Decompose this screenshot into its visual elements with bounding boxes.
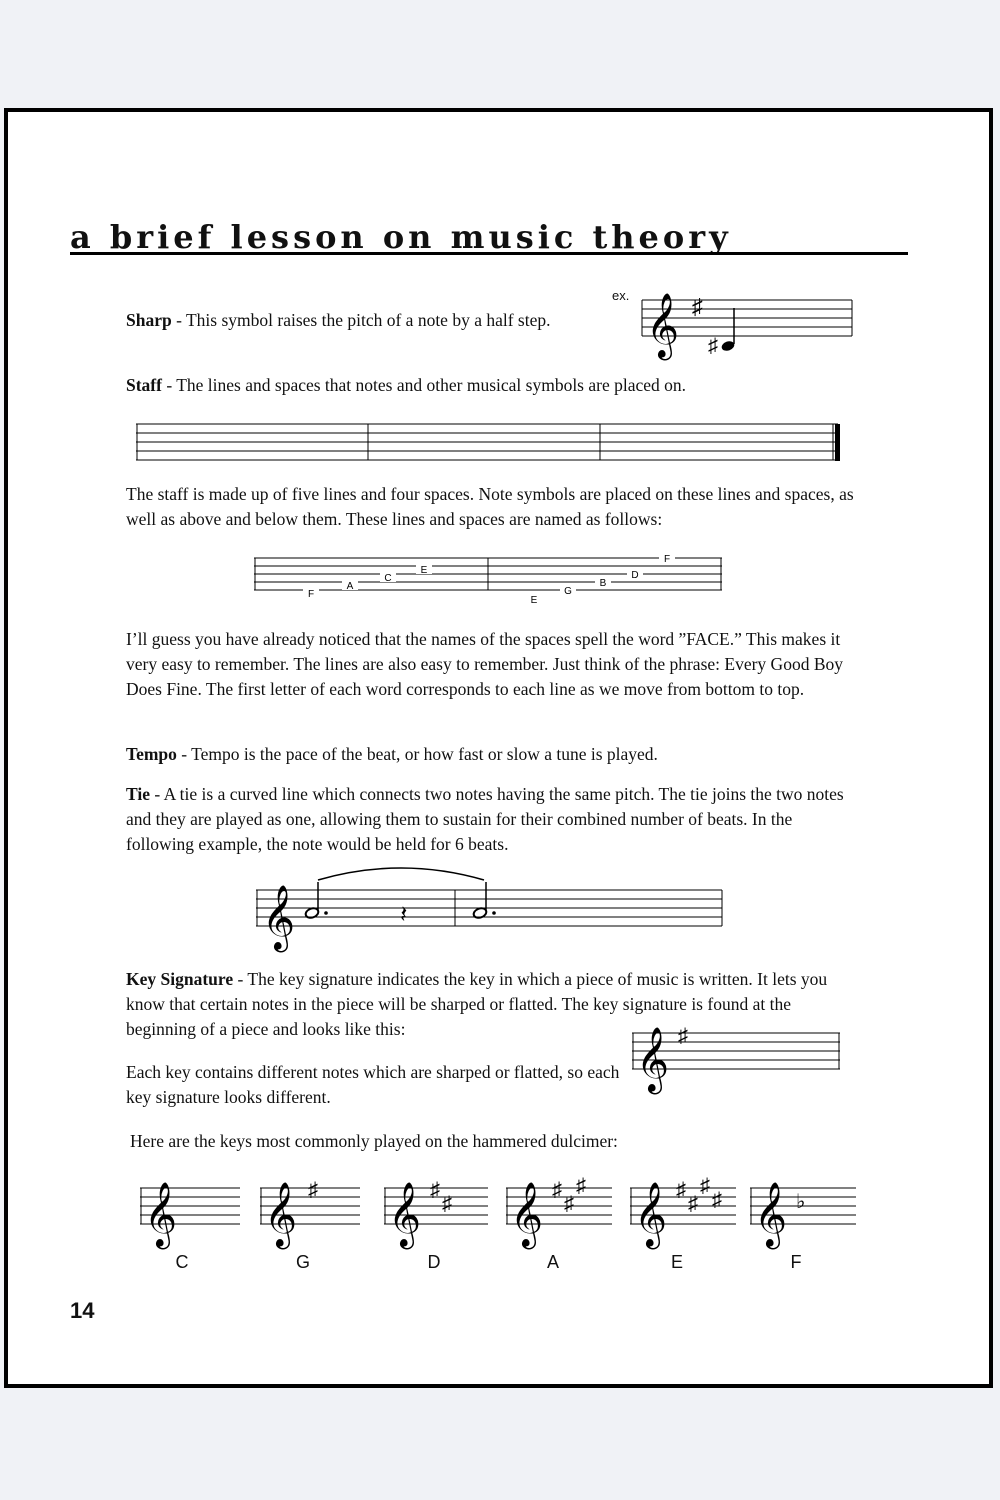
treble-clef-icon: 𝄞 <box>144 1182 178 1245</box>
key-signature-text2: Each key contains different notes which are sharped or flatted, so each key signature looks different. <box>126 1062 620 1107</box>
line-name-label: D <box>631 570 639 581</box>
tie-example-staff <box>256 870 726 952</box>
tempo-definition <box>126 742 856 767</box>
treble-clef-icon: 𝄞 <box>634 1182 668 1245</box>
face-paragraph <box>126 627 856 702</box>
line-name-label: B <box>599 578 607 589</box>
treble-clef-icon: 𝄞 <box>264 1182 298 1245</box>
key-label-e: E <box>670 1252 683 1272</box>
sharp-sign-icon: ♯ <box>308 1179 318 1201</box>
key-label-d: D <box>427 1252 441 1272</box>
staff-definition <box>126 373 856 398</box>
line-name-label: F <box>663 554 671 565</box>
common-keys-intro: Here are the keys most commonly played on the hammered dulcimer: <box>130 1131 618 1151</box>
treble-clef-icon: 𝄞 <box>754 1182 788 1245</box>
line-name-label: G <box>564 586 572 597</box>
sharp-sign-icon: ♯ <box>688 1193 698 1215</box>
sharp-sign-icon: ♯ <box>678 1025 688 1047</box>
sharp-sign-icon: ♯ <box>430 1179 440 1201</box>
sharp-sign-icon: ♯ <box>564 1193 574 1215</box>
quarter-rest-icon: 𝄽 <box>400 901 408 928</box>
treble-clef-icon: 𝄞 <box>510 1182 544 1245</box>
tie-definition <box>126 782 856 857</box>
sharp-sign-icon: ♯ <box>442 1193 452 1215</box>
staff-text: - The lines and spaces that notes and other musical symbols are placed on. <box>161 375 687 395</box>
sharp-definition <box>126 308 606 333</box>
page-number: 14 <box>70 1298 95 1323</box>
mnemonic-text: Every Good Boy Does Fine <box>126 654 843 699</box>
space-name-label: F <box>307 589 315 600</box>
tie-term: Tie <box>126 784 150 804</box>
blank-staff <box>136 423 842 465</box>
sharp-sign-icon: ♯ <box>708 335 718 357</box>
treble-clef-icon: 𝄞 <box>636 1027 670 1090</box>
book-page <box>4 108 993 1388</box>
key-label-g: G <box>295 1252 310 1272</box>
line-name-label: E <box>530 595 538 606</box>
key-signature-term: Key Signature <box>126 969 234 989</box>
staff-description: The staff is made up of five lines and four spaces. Note symbols are placed on these lines and spaces, as well as above and below them. These lines and spaces are named as follows: <box>126 484 854 529</box>
sharp-sign-icon: ♯ <box>552 1179 562 1201</box>
tempo-term: Tempo <box>126 744 177 764</box>
key-label-a: A <box>546 1252 559 1272</box>
common-key-signatures <box>140 1162 856 1252</box>
space-name-label: C <box>384 573 392 584</box>
page-title: a brief lesson on music theory <box>70 218 732 256</box>
treble-clef-icon: 𝄞 <box>388 1182 422 1245</box>
space-name-label: A <box>346 581 354 592</box>
example-label: ex. <box>612 288 630 303</box>
sharp-sign-icon: ♯ <box>700 1175 710 1197</box>
sharp-term: Sharp <box>126 310 172 330</box>
sharp-example-staff <box>642 294 856 362</box>
named-notes-staff <box>254 554 724 606</box>
face-text-before: I’ll guess you have already noticed that the names of the spaces spell the word ”FACE.” This makes it very easy to remember. The lines are also easy to remember. Just think of the phrase: <box>126 629 841 674</box>
tie-curve <box>318 868 484 880</box>
space-name-label: E <box>420 565 428 576</box>
sharp-sign-icon: ♯ <box>676 1179 686 1201</box>
face-text-after: . The first letter of each word corresponds to each line as we move from bottom to top. <box>197 679 805 699</box>
title-underline <box>70 252 908 255</box>
final-barline <box>835 424 840 461</box>
tempo-text: - Tempo is the pace of the beat, or how fast or slow a tune is played. <box>176 744 658 764</box>
sharp-sign-icon: ♯ <box>576 1175 586 1197</box>
sharp-sign-icon: ♯ <box>692 294 703 319</box>
sharp-text: - This symbol raises the pitch of a note by a half step. <box>171 310 551 330</box>
key-label-c: C <box>175 1252 189 1272</box>
sharp-sign-icon: ♯ <box>712 1189 722 1211</box>
staff-term: Staff <box>126 375 162 395</box>
key-signature-text: - The key signature indicates the key in which a piece of music is written. It lets you know that certain notes in the piece will be sharped or flatted. The key signature is found at the beginning of a piece and looks like this: <box>126 969 828 1039</box>
tie-text: - A tie is a curved line which connects two notes having the same pitch. The tie joins the two notes and they are played as one, allowing them to sustain for their combined number of beats. In the following example, the note would be held for 6 beats. <box>126 784 844 854</box>
treble-clef-icon: 𝄞 <box>262 885 296 948</box>
key-label-f: F <box>790 1252 802 1272</box>
treble-clef-icon: 𝄞 <box>646 293 680 356</box>
flat-sign-icon: ♭ <box>796 1191 806 1213</box>
key-signature-example-staff <box>632 1020 842 1090</box>
